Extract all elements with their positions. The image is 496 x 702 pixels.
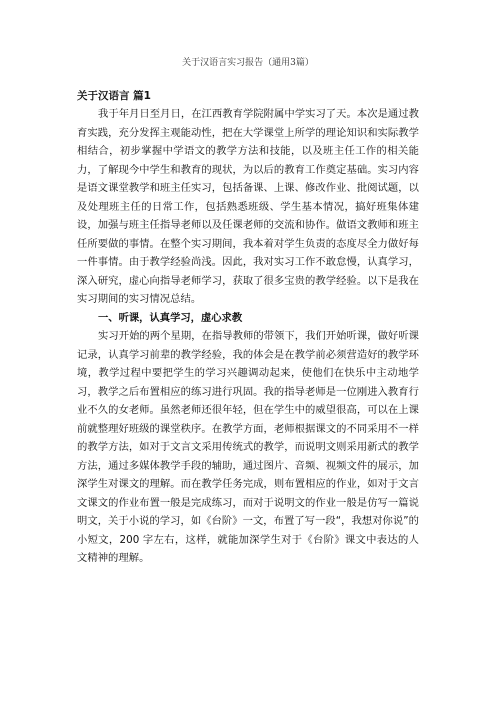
subheading-listening: 一、听课，认真学习，虚心求教	[98, 311, 243, 324]
paragraph-intro: 我于年月日至月日，在江西教育学院附属中学实习了天。本次是通过教育实践，充分发挥主观能动性，把在大学课堂上所学的理论知识和实际教学相结合，初步掌握中学语文的教学方法和技能，以及班主任工作的相关能力，了解现今中学生和教育的现状，为以后的教育工作奠定基础。实习内容是语文课堂教学和班主任实习，包括备课、上课、修改作业、批阅试题，以及处理班主任的日常工作，包括熟悉班级、学生基本情况，搞好班集体建设，加强与班主任指导老师以及任课老师的交流和协作。做语文教师和班主任所要做的事情。在整个实习期间，我本着对学生负责的态度尽全力做好每一件事情。由于教学经验尚浅。因此，我对实习工作不敢怠慢，认真学习，深入研究，虚心向指导老师学习，获取了很多宝贵的教学经验。以下是我在实习期间的实习情况总结。	[77, 108, 419, 305]
document-body	[77, 88, 419, 568]
section-heading: 关于汉语言 篇1	[77, 90, 151, 102]
document-header-title: 关于汉语言实习报告（通用3篇）	[182, 58, 314, 68]
paragraph-listening: 实习开始的两个星期，在指导教师的带领下，我们开始听课，做好听课记录，认真学习前辈的教学经验，我的体会是在教学前必须营造好的教学环境，教学过程中要把学生的学习兴趣调动起来，使他们在快乐中主动地学习，教学之后布置相应的练习进行巩固。我的指导老师是一位刚进入教育行业不久的女老师。虽然老师还很年轻，但在学生中的威望很高，可以在上课前就整理好班级的课堂秩序。在教学方面，老师根据课文的不同采用不一样的教学方法，如对于文言文采用传统式的教学，而说明文则采用新式的教学方法，通过多媒体教学手段的辅助，通过图片、音频、视频文件的展示，加深学生对课文的理解。而在教学任务完成，则布置相应的作业，如对于文言文课文的作业布置一般是完成练习，而对于说明文的作业一般是仿写一篇说明文，关于小说的学习，如《台阶》一文，布置了写一段“，我想对你说”的小短文，200 字左右，这样，就能加深学生对于《台阶》课文中表达的人文精神的理解。	[77, 330, 419, 564]
